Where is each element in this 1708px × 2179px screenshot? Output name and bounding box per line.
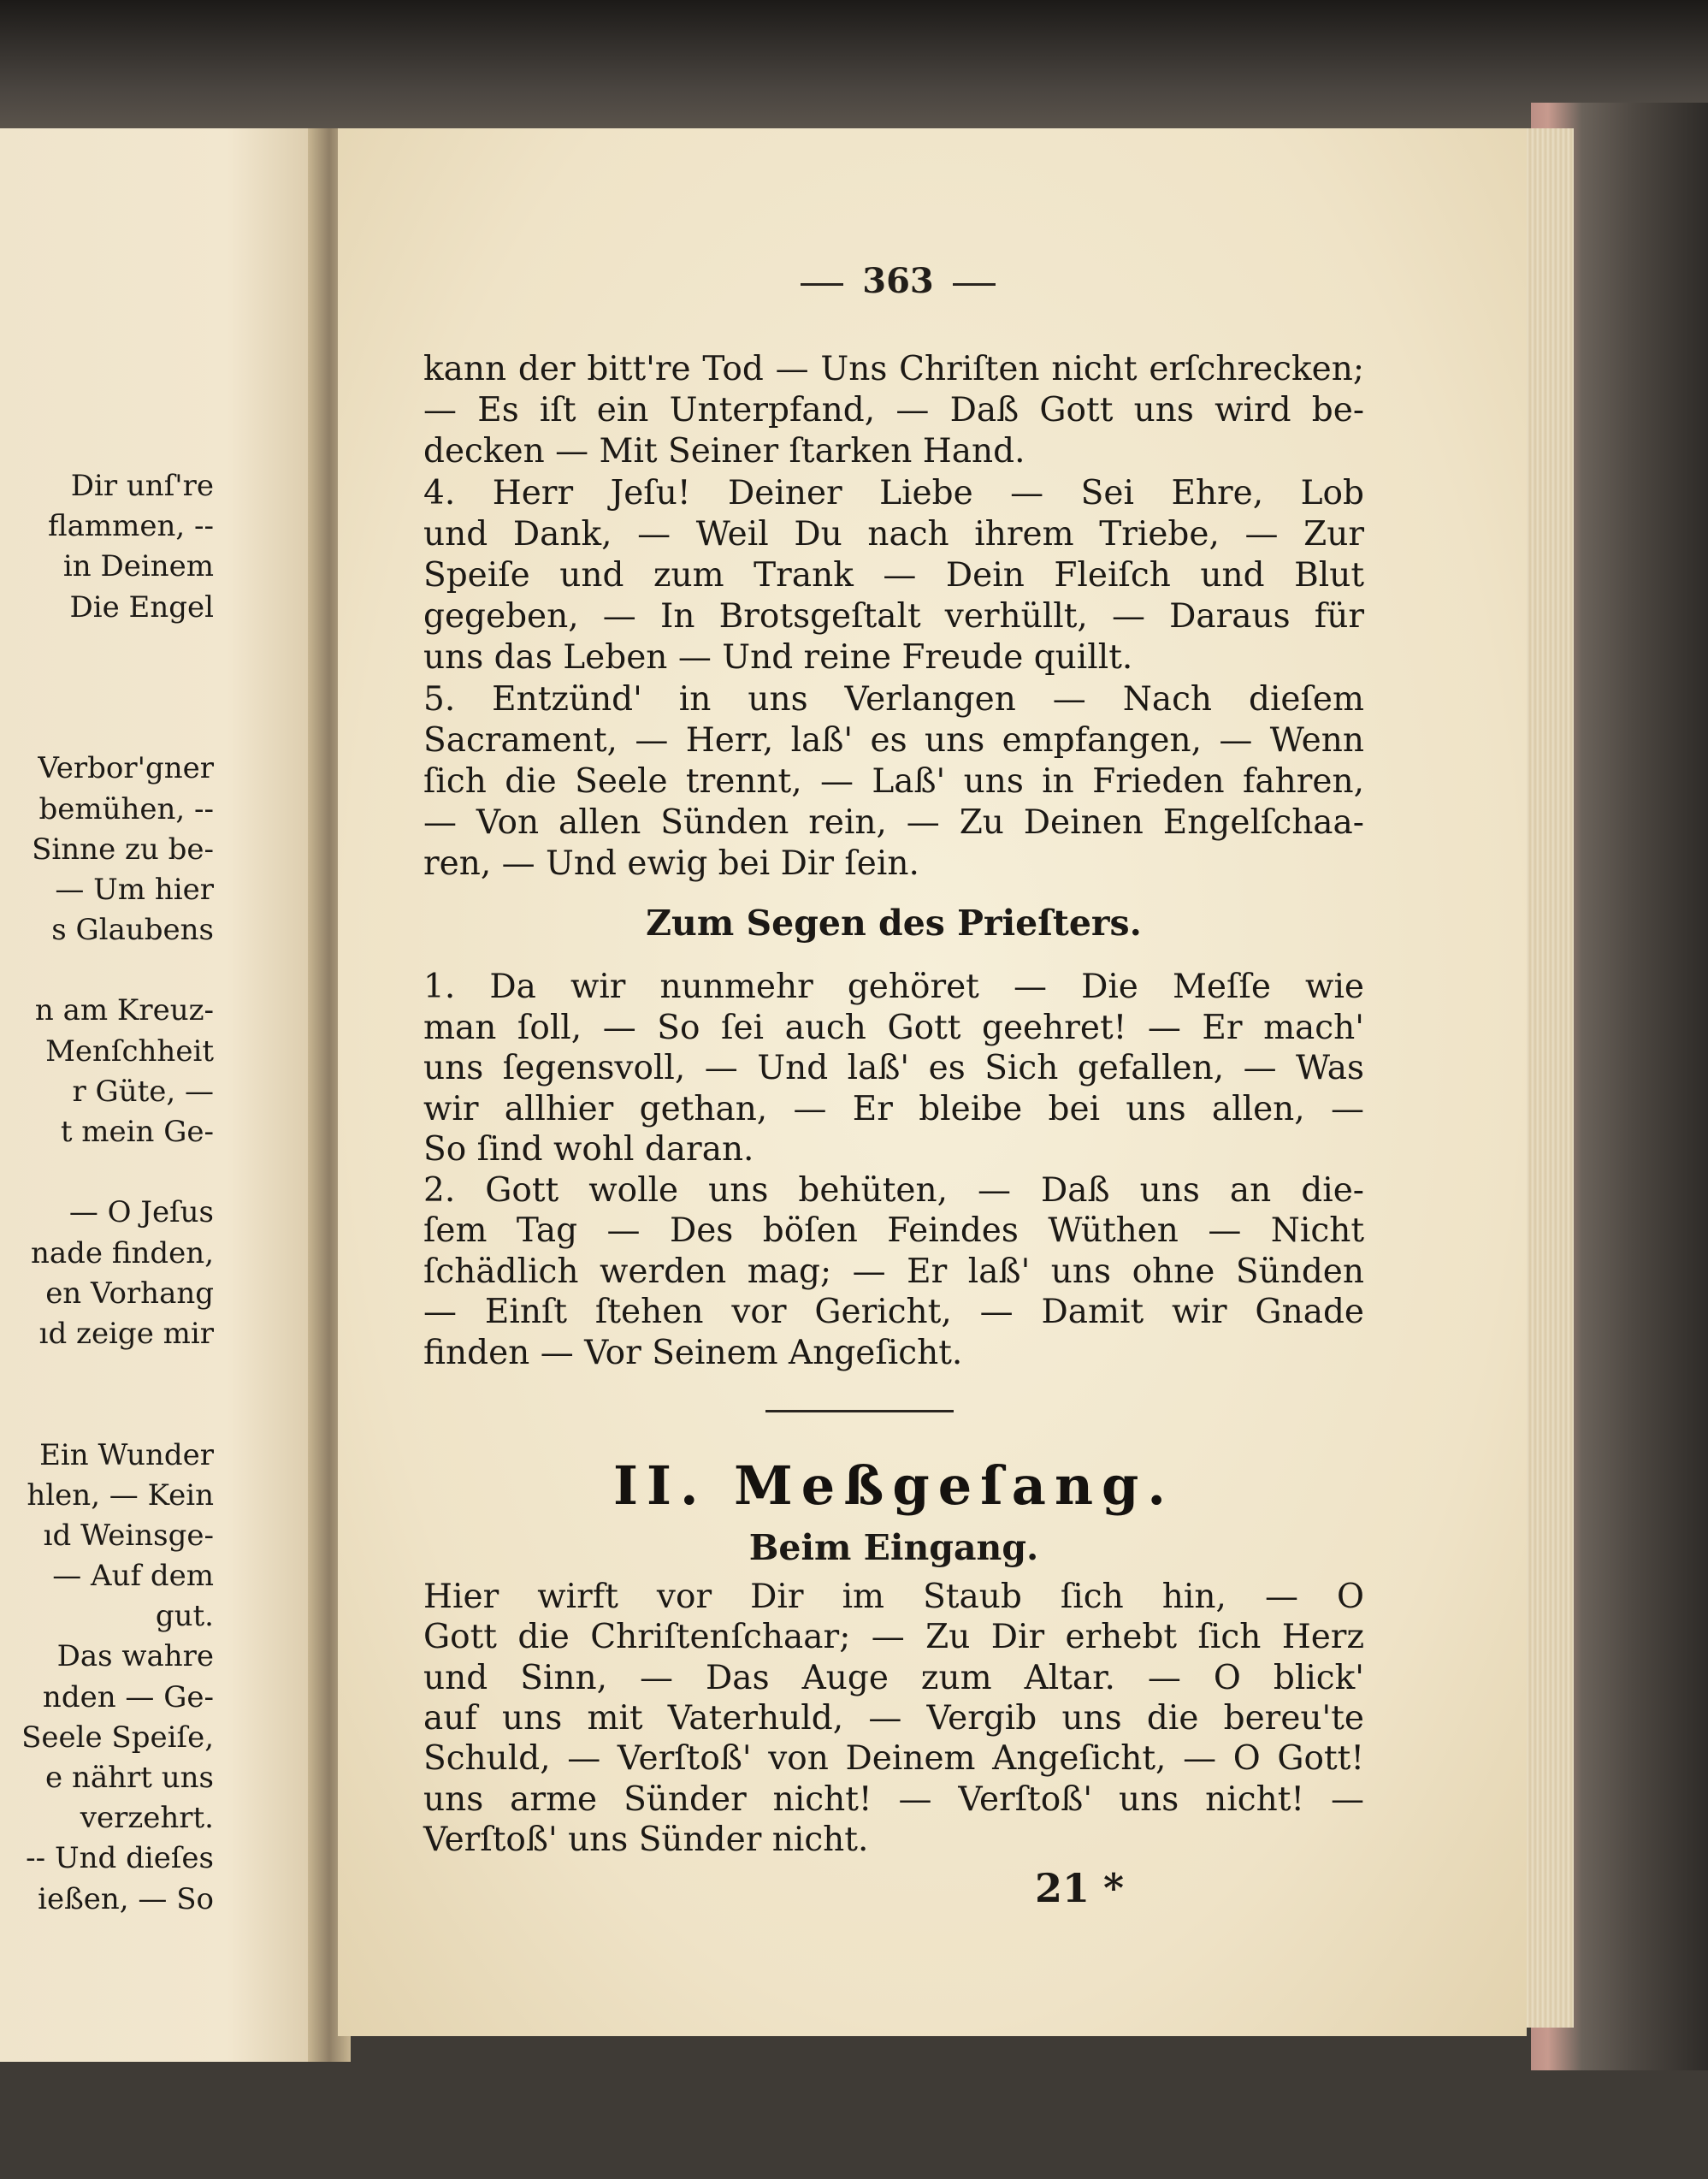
dash-left (801, 283, 843, 286)
text-line: man ſoll, — So ſei auch Gott geehret! — Er mach' (423, 1008, 1364, 1047)
left-page-line: — Auf dem (52, 1559, 214, 1594)
page-number: 363 (862, 261, 934, 301)
left-page-line: — Um hier (55, 872, 214, 907)
left-page-line: Das wahre (56, 1639, 214, 1674)
left-page-line: verzehrt. (80, 1801, 214, 1836)
text-line: — Von allen Sünden rein, — Zu Deinen Engelſchaa- (423, 803, 1364, 843)
left-page-line: Seele Speiſe, (21, 1720, 214, 1755)
text-line: 5. Entzünd' in uns Verlangen — Nach dieſem (423, 679, 1364, 719)
left-page-line: nade finden, (30, 1235, 214, 1270)
text-line: ren, — Und ewig bei Dir ſein. (423, 844, 919, 884)
text-line: — Einſt ſtehen vor Gericht, — Damit wir Gnade (423, 1293, 1364, 1331)
text-line: 1. Da wir nunmehr gehöret — Die Meſſe wie (423, 968, 1364, 1006)
text-line: Gott die Chriſtenſchaar; — Zu Dir erhebt ſich Herz (423, 1618, 1364, 1657)
text-line: uns das Leben — Und reine Freude quillt. (423, 638, 1133, 678)
text-line: finden — Vor Seinem Angeſicht. (423, 1333, 963, 1372)
text-line: 2. Gott wolle uns behüten, — Daß uns an die- (423, 1170, 1364, 1210)
text-line: Sacrament, — Herr, laß' es uns empfangen, — Wenn (423, 720, 1364, 760)
text-line: Schuld, — Verſtoß' von Deinem Angeſicht, — O Gott! (423, 1739, 1364, 1779)
left-page-line (0, 1394, 214, 1435)
text-line: ſchädlich werden mag; — Er laß' uns ohne Sünden (423, 1252, 1364, 1291)
left-page-line: nden — Ge- (42, 1679, 214, 1714)
left-page-line (0, 708, 214, 749)
left-page-line: flammen, -- (47, 509, 214, 544)
text-line: Verſtoß' uns Sünder nicht. (423, 1820, 869, 1859)
section-heading: II. Meßgeſang. (612, 1454, 1174, 1517)
left-page-line (0, 628, 214, 668)
left-page-line: e nährt uns (45, 1761, 214, 1795)
text-line: — Es iſt ein Unterpfand, — Daß Gott uns wird be- (423, 391, 1364, 430)
left-page-line: ießen, — So (38, 1881, 214, 1916)
heading-segen: Zum Segen des Prieſters. (646, 903, 1142, 944)
left-page-line: Verbor'gner (38, 751, 214, 786)
text-line: auf uns mit Vaterhuld, — Vergib uns die bereu'te (423, 1698, 1364, 1738)
subheading-eingang: Beim Eingang. (748, 1527, 1039, 1568)
text-line: 4. Herr Jeſu! Deiner Liebe — Sei Ehre, Lob (423, 473, 1364, 512)
left-page-line: Die Engel (69, 589, 214, 625)
text-line: und Dank, — Weil Du nach ihrem Triebe, — Zur (423, 514, 1364, 554)
left-page-line (0, 1354, 214, 1394)
page-edges (1522, 128, 1574, 2028)
text-line: Hier wirft vor Dir im Staub ſich hin, — O (423, 1578, 1364, 1616)
book-cover-top (0, 0, 1708, 128)
left-page-line: ıd Weinsge- (43, 1518, 214, 1553)
text-line: uns ſegensvoll, — Und laß' es Sich gefallen, — Was (423, 1049, 1364, 1087)
left-page-text (0, 466, 214, 1920)
left-page-line: n am Kreuz- (34, 993, 214, 1028)
left-page-line (0, 950, 214, 991)
dash-right (953, 283, 996, 286)
left-page-line: ıd zeige mir (38, 1316, 214, 1351)
left-page-line (0, 668, 214, 708)
text-line: Speiſe und zum Trank — Dein Fleiſch und Blut (423, 556, 1364, 595)
text-line: und Sinn, — Das Auge zum Altar. — O blick' (423, 1658, 1364, 1697)
left-page-line: en Vorhang (45, 1276, 214, 1311)
left-page-line: in Deinem (62, 549, 214, 584)
left-page-line: Ein Wunder (39, 1437, 214, 1472)
left-page-line: s Glaubens (51, 913, 214, 948)
left-page-line: Dir unſ're (70, 469, 214, 503)
left-page-line: Menſchheit (45, 1033, 214, 1069)
text-line: ſem Tag — Des böſen Feindes Wüthen — Nicht (423, 1211, 1364, 1250)
text-line: uns arme Sünder nicht! — Verſtoß' uns nicht! — (423, 1779, 1364, 1819)
text-line: ſich die Seele trennt, — Laß' uns in Frieden fahren, (423, 762, 1364, 801)
section-rule (765, 1410, 954, 1412)
left-page-line: Sinne zu be- (32, 832, 214, 867)
left-page-line (0, 1152, 214, 1193)
text-line: So ſind wohl daran. (423, 1130, 754, 1169)
left-page-line: hlen, — Kein (27, 1477, 214, 1513)
left-page-line: bemühen, -- (38, 791, 214, 826)
text-line: kann der bitt're Tod — Uns Chriſten nicht erſchrecken; (423, 350, 1364, 388)
left-page-line: t mein Ge- (60, 1115, 214, 1149)
left-page-line: — O Jeſus (68, 1195, 214, 1230)
left-page (0, 128, 325, 2062)
text-line: gegeben, — In Brotsgeſtalt verhüllt, — Daraus für (423, 597, 1364, 637)
signature-mark: 21 * (1035, 1865, 1125, 1911)
text-line: decken — Mit Seiner ſtarken Hand. (423, 432, 1025, 471)
running-head (753, 261, 1043, 301)
text-line: wir allhier gethan, — Er bleibe bei uns allen, — (423, 1089, 1364, 1128)
left-page-line: gut. (155, 1599, 214, 1634)
left-page-line: -- Und dieſes (26, 1841, 214, 1876)
left-page-line: r Güte, — (72, 1074, 214, 1109)
